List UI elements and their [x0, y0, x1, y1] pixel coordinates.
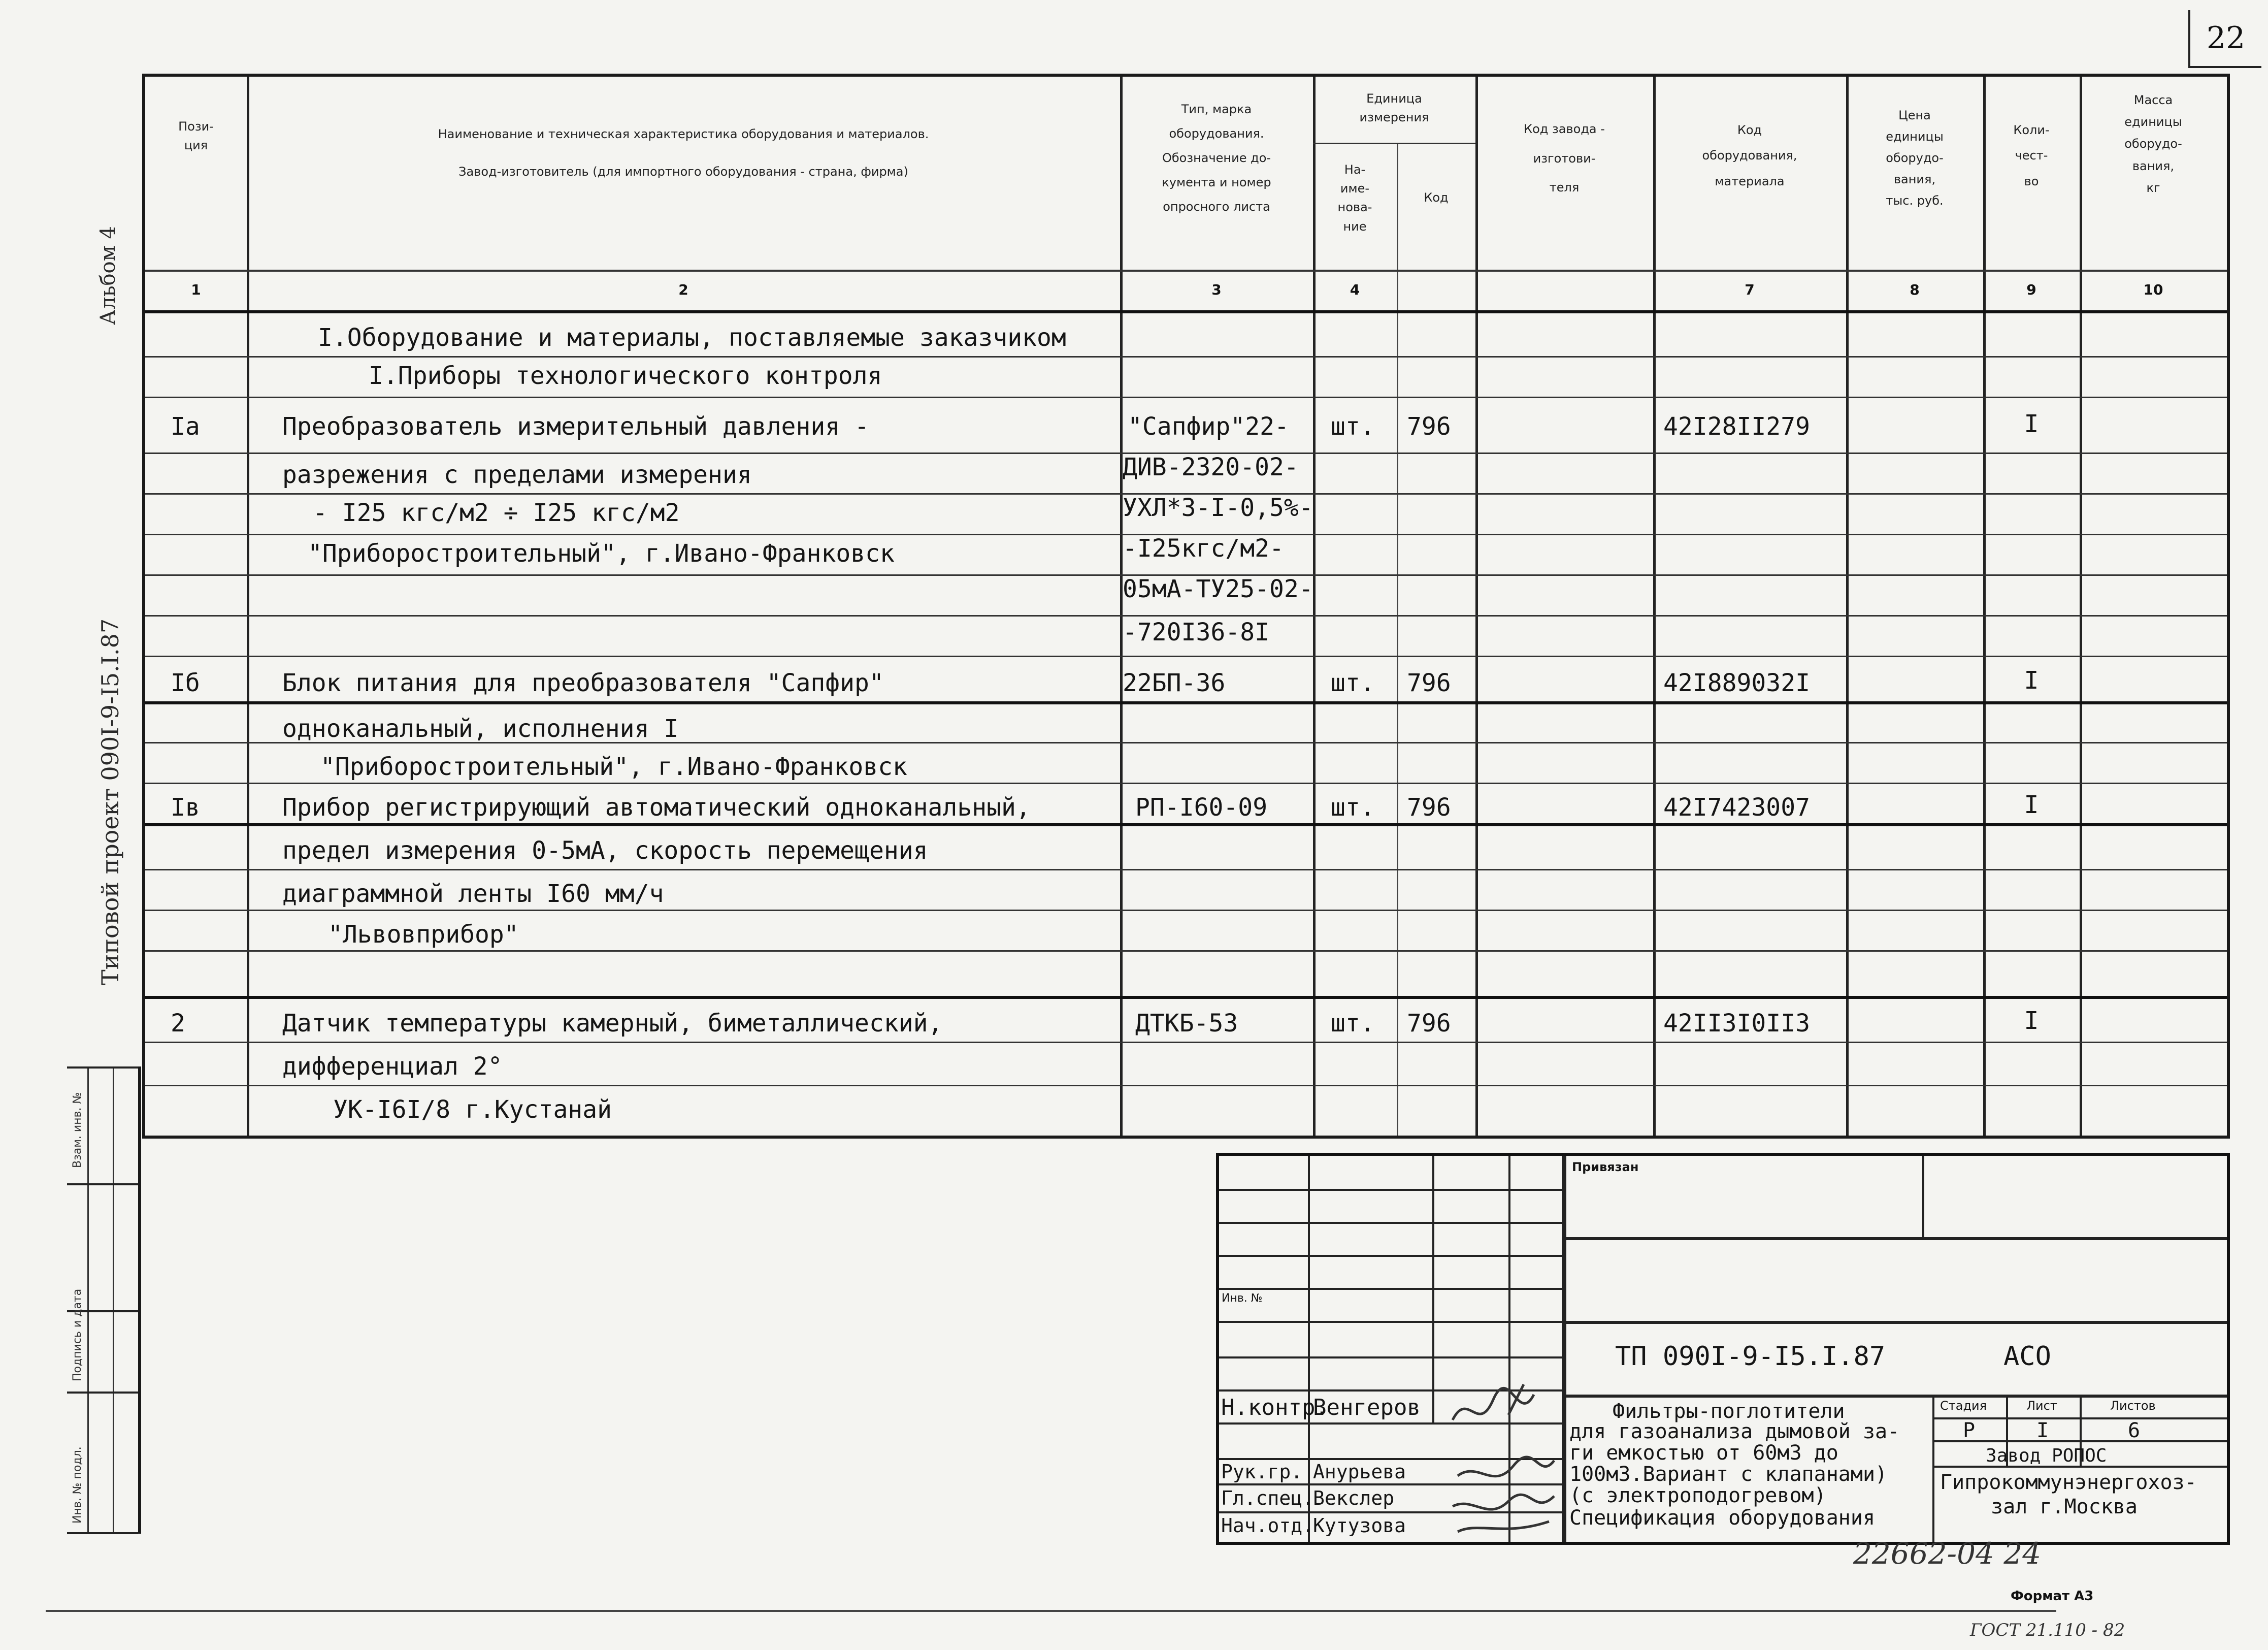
description-line: Фильтры-поглотители — [1613, 1400, 1845, 1423]
sheets-total: 6 — [2128, 1419, 2141, 1442]
stamp-field-inv-number: Инв. № подл. — [71, 1446, 84, 1524]
signer-role: Н.контр. — [1221, 1395, 1329, 1420]
stamp-field-signature-date: Подпись и дата — [71, 1288, 84, 1381]
org-line: Гипрокоммунэнергохоз- — [1940, 1471, 2197, 1494]
col-number: 10 — [2143, 281, 2163, 298]
item-equip-code: 42II3I0II3 — [1663, 1009, 1810, 1038]
header-name: Наименование и техническая характеристика оборудования и материалов. Завод-изготовитель (для импортного оборудования - страна, фирма) — [438, 127, 929, 179]
header-qty: Коли- чест- во — [2013, 123, 2050, 188]
subsection-title: I.Приборы технологического контроля — [369, 362, 882, 390]
inv-label: Инв. № — [1222, 1292, 1263, 1305]
item-qty: I — [2024, 1007, 2039, 1035]
row-pos: Iб — [171, 669, 200, 697]
stage-value: Р — [1963, 1419, 1976, 1442]
album-side-label: Альбом 4 — [96, 226, 120, 325]
item-name-line: предел измерения 0-5мА, скорость перемещения — [282, 836, 928, 865]
item-name-line: Датчик температуры камерный, биметаллический, — [282, 1009, 943, 1038]
signer-role: Гл.спец. — [1221, 1487, 1314, 1509]
item-name-line: одноканальный, исполнения I — [282, 715, 679, 743]
header-unit-code: Код — [1424, 190, 1449, 205]
signer-name: Анурьева — [1313, 1461, 1406, 1483]
org-line: зал г.Москва — [1991, 1495, 2138, 1518]
item-type-line: "Сапфир"22- — [1128, 412, 1289, 441]
doc-code: ТП 090I-9-I5.I.87 — [1615, 1341, 1886, 1372]
header-price: Цена единицы оборудо- вания, тыс. руб. — [1886, 108, 1944, 208]
gost-label: ГОСТ 21.110 - 82 — [1970, 1620, 2125, 1640]
col-number: 9 — [2026, 281, 2036, 298]
description-line: для газоанализа дымовой за- — [1569, 1420, 1900, 1443]
header-factory-code: Код завода - изготови- теля — [1524, 122, 1605, 195]
item-manufacturer: "Приборостроительный", г.Ивано-Франковск — [308, 539, 895, 568]
item-equip-code: 42I28II279 — [1663, 412, 1810, 441]
item-manufacturer: УК-I6I/8 г.Кустанай — [333, 1095, 612, 1124]
item-type-line: -I25кгс/м2- — [1123, 534, 1284, 563]
signer-role: Рук.гр. — [1221, 1461, 1303, 1483]
item-unit-code: 796 — [1407, 1009, 1451, 1038]
header-type: Тип, марка оборудования. Обозначение до- кумента и номер опросного листа — [1162, 102, 1271, 214]
title-block — [1216, 1153, 2230, 1545]
row-pos: Iв — [171, 793, 200, 822]
linked-label: Привязан — [1572, 1160, 1639, 1174]
col-number: 1 — [191, 281, 201, 298]
item-unit: шт. — [1331, 1009, 1375, 1038]
description-line: (с электроподогревом) — [1569, 1484, 1826, 1507]
sheet-value: I — [2036, 1419, 2049, 1442]
item-unit-code: 796 — [1407, 669, 1451, 697]
signer-name: Венгеров — [1313, 1395, 1421, 1420]
item-unit-code: 796 — [1407, 412, 1451, 441]
item-type-line: ДИВ-2320-02- — [1123, 453, 1299, 481]
description-line: Спецификация оборудования — [1569, 1506, 1876, 1530]
sheet-label: Лист — [2026, 1399, 2057, 1413]
sheets-label: Листов — [2110, 1399, 2156, 1413]
item-type-line: ДТКБ-53 — [1135, 1009, 1238, 1038]
signer-role: Нач.отд. — [1221, 1514, 1314, 1537]
row-pos: 2 — [171, 1009, 185, 1038]
item-name-line: Блок питания для преобразователя "Сапфир" — [282, 669, 884, 697]
item-unit: шт. — [1331, 412, 1375, 441]
description-line: 100м3.Вариант с клапанами) — [1569, 1463, 1888, 1486]
item-unit: шт. — [1331, 669, 1375, 697]
item-manufacturer: "Львовприбор" — [328, 920, 519, 949]
item-type-line: РП-I60-09 — [1135, 793, 1268, 822]
item-type-line: -720I36-8I — [1123, 618, 1269, 646]
item-name-line: - I25 кгс/м2 ÷ I25 кгс/м2 — [313, 499, 680, 527]
item-unit: шт. — [1331, 793, 1375, 822]
item-type-line: 22БП-36 — [1123, 669, 1226, 697]
item-name-line: диаграммной ленты I60 мм/ч — [282, 880, 664, 908]
stage-label: Стадия — [1940, 1399, 1987, 1413]
item-qty: I — [2024, 410, 2039, 438]
signer-name: Кутузова — [1313, 1514, 1406, 1537]
item-equip-code: 42I889032I — [1663, 669, 1810, 697]
col-number: 3 — [1211, 281, 1222, 298]
header-equip-code: Код оборудования, материала — [1702, 123, 1797, 188]
specification-table — [142, 74, 2230, 1139]
col-number: 7 — [1745, 281, 1755, 298]
item-name-line: Преобразователь измерительный давления - — [282, 412, 869, 441]
section-title: I.Оборудование и материалы, поставляемые заказчиком — [318, 323, 1066, 352]
item-name-line: дифференциал 2° — [282, 1052, 503, 1081]
inventory-number: 22662-04 24 — [1853, 1536, 2042, 1571]
item-manufacturer: "Приборостроительный", г.Ивано-Франковск — [320, 753, 907, 781]
item-type-line: УХЛ*3-I-0,5%- — [1123, 494, 1313, 522]
item-qty: I — [2024, 666, 2039, 695]
left-stamp — [67, 1066, 141, 1534]
header-unit: Единица измерения — [1359, 91, 1429, 125]
signer-name: Векслер — [1313, 1487, 1395, 1509]
item-qty: I — [2024, 791, 2039, 819]
item-equip-code: 42I7423007 — [1663, 793, 1810, 822]
col-number: 2 — [678, 281, 688, 298]
format-label: Формат А3 — [2011, 1589, 2094, 1604]
item-name-line: Прибор регистрирующий автоматический одноканальный, — [282, 793, 1031, 822]
item-name-line: разрежения с пределами измерения — [282, 461, 752, 489]
col-number: 8 — [1910, 281, 1920, 298]
header-mass: Масса единицы оборудо- вания, кг — [2124, 93, 2182, 195]
row-pos: Iа — [171, 412, 200, 441]
col-number: 4 — [1350, 281, 1360, 298]
signature-mark — [1448, 1379, 1564, 1542]
bottom-rule — [46, 1610, 2056, 1612]
header-pos: Пози- ция — [178, 119, 214, 153]
page-number: 22 — [2188, 10, 2261, 68]
stamp-field-replace-inv: Взам. инв. № — [71, 1092, 84, 1168]
header-unit-name: На- име- нова- ние — [1337, 163, 1372, 234]
project-side-label: Типовой проект 090I-9-I5.I.87 — [96, 618, 124, 985]
doc-mark: АСО — [2003, 1341, 2051, 1372]
item-type-line: 05мА-ТУ25-02- — [1123, 575, 1313, 603]
item-unit-code: 796 — [1407, 793, 1451, 822]
description-line: ги емкостью от 60м3 до — [1569, 1441, 1838, 1465]
org-line: Завод РОПОС — [1986, 1445, 2107, 1466]
